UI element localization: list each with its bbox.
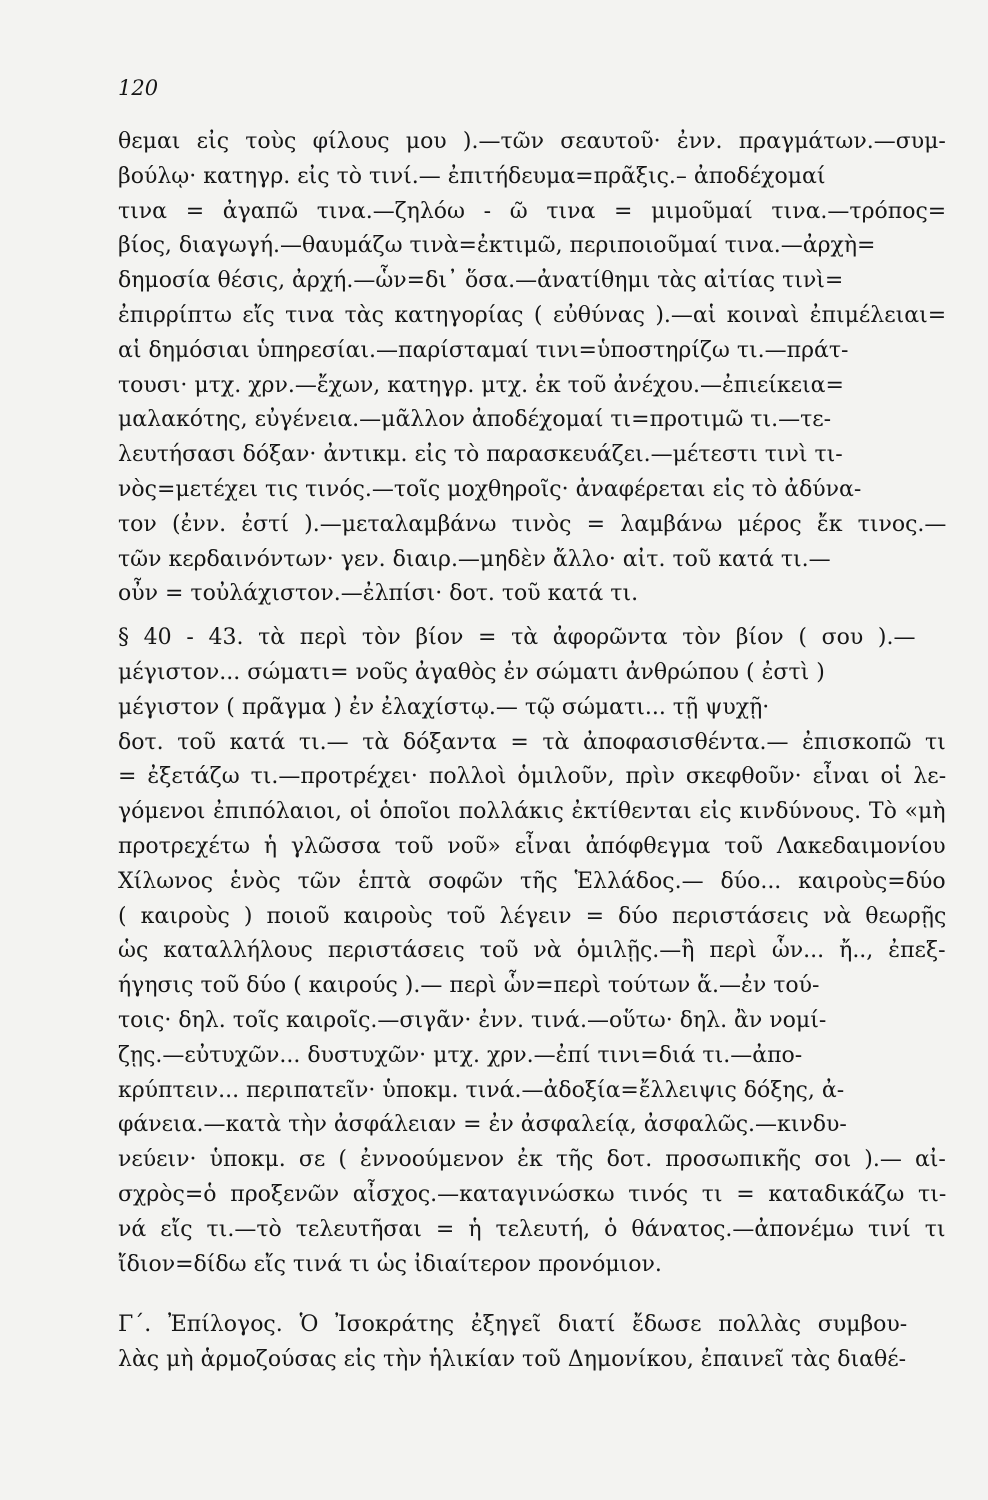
text-line: προτρεχέτω ἡ γλῶσσα τοῦ νοῦ» εἶναι ἀπόφθεγμα τοῦ Λακεδαιμονίου xyxy=(118,833,946,859)
text-line: λὰς μὴ ἁρμοζούσας εἰς τὴν ἡλικίαν τοῦ Δημονίκου, ἐπαινεῖ τὰς διαθέ- xyxy=(118,1347,907,1373)
text-line: ζῃς.—εὐτυχῶν... δυστυχῶν· μτχ. χρν.—ἐπί τινι=διά τι.—ἀπο- xyxy=(118,1042,803,1068)
text-line: νά εἴς τι.—τὸ τελευτῆσαι = ἡ τελευτή, ὁ θάνατος.—ἀπονέμω τινί τι xyxy=(118,1216,946,1242)
text-line: μέγιστον... σώματι= νοῦς ἀγαθὸς ἐν σώματι ἀνθρώπου ( ἐστὶ ) xyxy=(118,659,825,685)
text-line: τοις· δηλ. τοῖς καιροῖς.—σιγᾶν· ἐνν. τινά.—οὕτω· δηλ. ἂν νομί- xyxy=(118,1007,827,1033)
text-line: τῶν κερδαινόντων· γεν. διαιρ.—μηδὲν ἄλλο· αἰτ. τοῦ κατά τι.— xyxy=(118,546,831,572)
text-line: μέγιστον ( πρᾶγμα ) ἐν ἐλαχίστῳ.— τῷ σώματι... τῇ ψυχῇ· xyxy=(118,694,770,720)
text-line: νεύειν· ὑποκμ. σε ( ἐννοούμενον ἐκ τῆς δοτ. προσωπικῆς σοι ).— αἰ- xyxy=(118,1147,946,1173)
text-line: λευτήσασι δόξαν· ἀντικμ. εἰς τὸ παρασκευάζει.—μέτεστι τινὶ τι- xyxy=(118,442,843,468)
text-line: ὡς καταλλήλους περιστάσεις τοῦ νὰ ὁμιλῇς.—ἢ περὶ ὧν... ἤ.., ἐπεξ- xyxy=(118,938,946,964)
text-line: ἴδιον=δίδω εἴς τινά τι ὡς ἰδιαίτερον προνόμιον. xyxy=(118,1251,662,1277)
text-line: ήγησις τοῦ δύο ( καιρούς ).— περὶ ὧν=περὶ τούτων ἅ.—ἐν τού- xyxy=(118,973,820,999)
text-line: βούλῳ· κατηγρ. εἰς τὸ τινί.— ἐπιτήδευμα=πρᾶξις.– ἀποδέχομαί xyxy=(118,163,826,189)
body-text xyxy=(118,125,946,1378)
text-line: τινα = ἀγαπῶ τινα.—ζηλόω - ῶ τινα = μιμοῦμαί τινα.—τρόπος= xyxy=(118,198,946,224)
paragraph-epilogue xyxy=(118,1308,946,1378)
text-line: μαλακότης, εὐγένεια.—μᾶλλον ἀποδέχομαί τι=προτιμῶ τι.—τε- xyxy=(118,407,832,433)
text-line: αἱ δημόσιαι ὑπηρεσίαι.—παρίσταμαί τινι=ὑποστηρίζω τι.—πράτ- xyxy=(118,337,849,363)
text-line: κρύπτειν... περιπατεῖν· ὑποκμ. τινά.—ἀδοξία=ἔλλειψις δόξης, ἀ- xyxy=(118,1077,845,1103)
text-line: σχρὸς=ὁ προξενῶν αἶσχος.—καταγινώσκω τινός τι = καταδικάζω τι- xyxy=(118,1181,946,1207)
text-line: τον (ἐνν. ἐστί ).—μεταλαμβάνω τινὸς = λαμβάνω μέρος ἔκ τινος.— xyxy=(118,511,946,537)
text-line: § 40 - 43. τὰ περὶ τὸν βίον = τὰ ἀφορῶντα τὸν βίον ( σου ).— xyxy=(118,625,916,651)
text-line: βίος, διαγωγή.—θαυμάζω τινὰ=ἐκτιμῶ, περιποιοῦμαί τινα.—ἀρχὴ= xyxy=(118,233,876,259)
text-line: = ἐξετάζω τι.—προτρέχει· πολλοὶ ὁμιλοῦν, πρὶν σκεφθοῦν· εἶναι οἱ λε- xyxy=(118,764,946,790)
text-line: θεμαι εἰς τοὺς φίλους μου ).—τῶν σεαυτοῦ· ἐνν. πραγμάτων.—συμ- xyxy=(118,129,946,154)
text-line: ( καιροὺς ) ποιοῦ καιροὺς τοῦ λέγειν = δύο περιστάσεις νὰ θεωρῇς xyxy=(118,903,946,929)
text-line: οὖν = τοὐλάχιστον.—ἐλπίσι· δοτ. τοῦ κατά τι. xyxy=(118,581,639,607)
paragraph-vocabulary-notes xyxy=(118,125,946,612)
text-line: Γ΄. Ἐπίλογος. Ὁ Ἰσοκράτης ἐξηγεῖ διατί ἔδωσε πολλὰς συμβου- xyxy=(118,1312,908,1338)
page-number: 120 xyxy=(118,76,159,100)
text-line: νὸς=μετέχει τις τινός.—τοῖς μοχθηροῖς· ἀναφέρεται εἰς τὸ ἀδύνα- xyxy=(118,476,862,502)
text-line: τουσι· μτχ. χρν.—ἔχων, κατηγρ. μτχ. ἐκ τοῦ ἀνέχου.—ἐπιείκεια= xyxy=(118,372,844,398)
text-line: δοτ. τοῦ κατά τι.— τὰ δόξαντα = τὰ ἀποφασισθέντα.— ἐπισκοπῶ τι xyxy=(118,729,946,755)
text-line: ἐπιρρίπτω εἴς τινα τὰς κατηγορίας ( εὐθύνας ).—αἱ κοιναὶ ἐπιμέλειαι= xyxy=(118,302,946,328)
text-line: γόμενοι ἐπιπόλαιοι, οἱ ὁποῖοι πολλάκις ἐκτίθενται εἰς κινδύνους. Τὸ «μὴ xyxy=(118,799,946,825)
text-line: Χίλωνος ἑνὸς τῶν ἑπτὰ σοφῶν τῆς Ἑλλάδος.— δύο... καιροὺς=δύο xyxy=(118,868,946,894)
text-line: φάνεια.—κατὰ τὴν ἀσφάλειαν = ἐν ἀσφαλείᾳ, ἀσφαλῶς.—κινδυ- xyxy=(118,1112,847,1138)
paragraph-section-40-43 xyxy=(118,621,946,1282)
text-line: δημοσία θέσις, ἀρχή.—ὧν=δι᾽ ὅσα.—ἀνατίθημι τὰς αἰτίας τινὶ= xyxy=(118,268,844,294)
